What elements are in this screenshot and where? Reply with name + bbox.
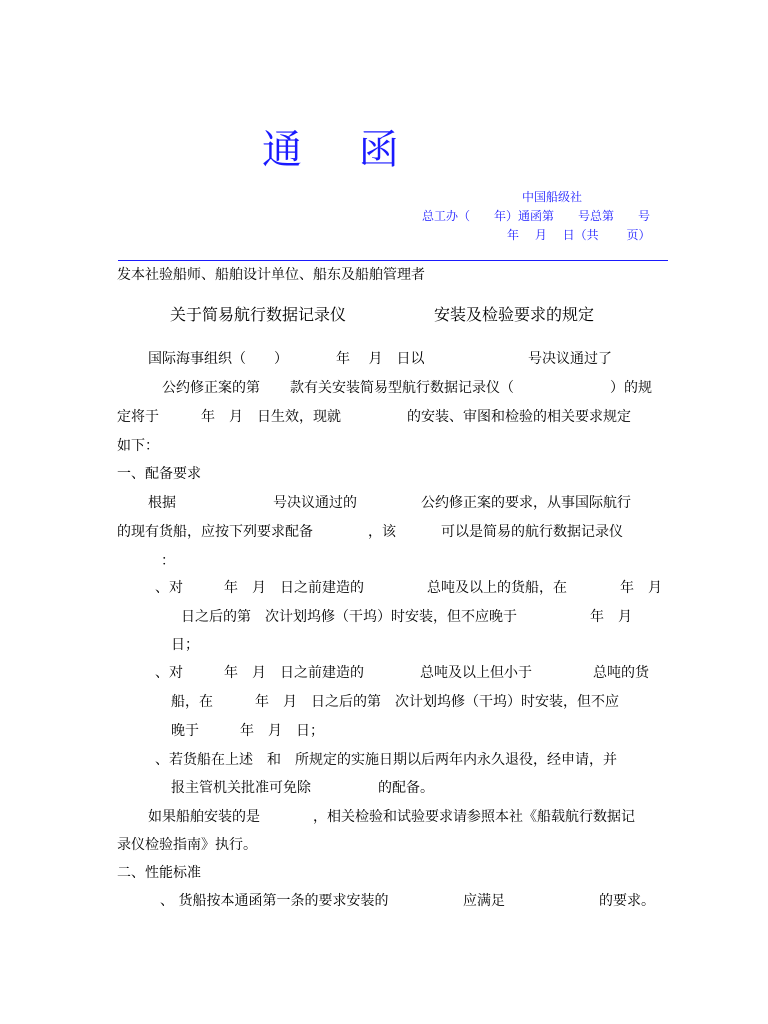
s2-item1-a: 、 货船按本通函第一条的要求安装的 [160,893,389,909]
s2-item1-b: 应满足 [463,893,505,909]
s1-item1-d: 年 月 [620,580,662,596]
s1-item1-e: 日之后的第 次计划坞修（干坞）时安装，但不应晚于 [181,609,517,625]
s2-item1-c: 的要求。 [599,893,655,909]
intro-line3-c: 的安装、审图和检验的相关要求规定 [407,409,631,425]
subject-left: 关于简易航行数据记录仪 [170,305,347,324]
intro-line4: 如下： [117,438,159,454]
s1-para4-a: 如果船舶安装的是 [148,809,260,825]
s1-para3: ： [161,553,175,569]
notice-date-line: 年 月 日（共 页） [507,228,651,242]
s1-para1-c: 公约修正案的要求，从事国际航行 [421,495,631,511]
s1-item2-d: 总吨的货 [593,665,649,681]
s1-item3-c: 的配备。 [378,780,434,796]
document-title: 通 函 [262,127,421,173]
intro-line3-a: 定将于 [117,409,159,425]
s1-item2-f: 年 月 日之后的第 次计划坞修（干坞）时安装，但不应 [255,694,619,710]
intro-line2-b: 款有关安装简易型航行数据记录仪（ [290,380,514,396]
section1-heading: 一、配备要求 [117,466,201,482]
s1-item2-a: 、对 [155,665,183,681]
s1-para1-b: 号决议通过的 [273,495,357,511]
s1-item2-g: 晚于 [171,723,199,739]
recipients: 发本社验船师、船舶设计单位、船东及船舶管理者 [117,267,425,283]
s1-para1-a: 根据 [148,495,176,511]
intro-line1-a: 国际海事组织（ ） [148,351,288,367]
intro-line1-b: 年 月 日以 [336,351,425,367]
s1-item2-h: 年 月 日； [240,723,324,739]
s1-para2-c: 可以是简易的航行数据记录仪 [441,524,623,540]
s1-item2-c: 总吨及以上但小于 [420,665,532,681]
s1-item3-b: 报主管机关批准可免除 [171,780,311,796]
s1-item3-a: 、若货船在上述 和 所规定的实施日期以后两年内永久退役，经申请，并 [155,752,617,768]
s1-item1-a: 、对 [155,580,183,596]
s1-item2-e: 船，在 [171,694,213,710]
s1-para5: 录仪检验指南》执行。 [117,837,257,853]
s1-para2-b: ，该 [368,524,396,540]
s1-item1-c: 总吨及以上的货船，在 [427,580,567,596]
s1-item1-g: 日； [171,637,199,653]
notice-number-line: 总工办（ 年）通函第 号总第 号 [422,209,651,223]
s1-para4-b: ，相关检验和试验要求请参照本社《船载航行数据记 [313,809,635,825]
s1-item1-b: 年 月 日之前建造的 [224,580,364,596]
intro-line2-a: 公约修正案的第 [162,380,260,396]
section2-heading: 二、性能标准 [117,865,201,881]
s1-item2-b: 年 月 日之前建造的 [224,665,364,681]
s1-para2-a: 的现有货船，应按下列要求配备 [117,524,313,540]
issuer: 中国船级社 [522,190,583,204]
intro-line2-c: ）的规 [610,380,652,396]
header-rule [118,260,668,261]
intro-line3-b: 年 月 日生效，现就 [201,409,341,425]
s1-item1-f: 年 月 [590,609,632,625]
subject-right: 安装及检验要求的规定 [434,305,595,324]
intro-line1-c: 号决议通过了 [528,351,612,367]
